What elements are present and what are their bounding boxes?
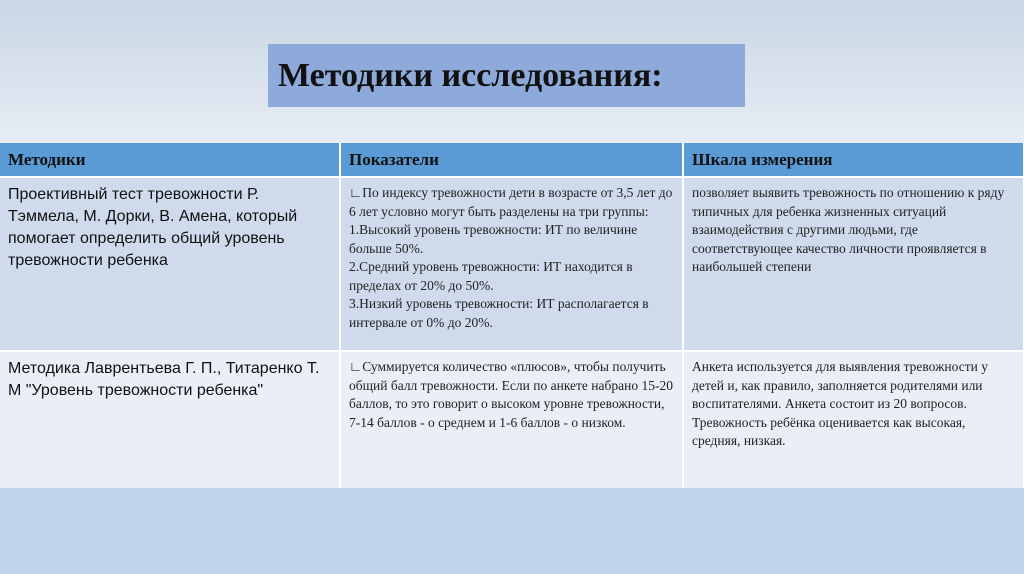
title-box — [268, 44, 745, 107]
table-row — [0, 177, 1024, 351]
indicator-line: 1.Высокий уровень тревожности: ИТ по величине больше 50%. — [349, 222, 638, 256]
method-cell: Методика Лаврентьева Г. П., Титаренко Т. М "Уровень тревожности ребенка" — [0, 351, 340, 495]
methods-table — [0, 143, 1024, 496]
indicators-cell — [340, 177, 683, 351]
header-row — [0, 143, 1024, 177]
method-cell: Проективный тест тревожности Р. Тэммела, М. Дорки, В. Амена, который помогает определить общий уровень тревожности ребенка — [0, 177, 340, 351]
indicator-line: ∟По индексу тревожности дети в возрасте от 3,5 лет до 6 лет условно могут быть разделены на три группы: — [349, 185, 673, 219]
header-methods: Методики — [0, 143, 340, 177]
header-scale: Шкала измерения — [683, 143, 1024, 177]
indicator-line: 2.Средний уровень тревожности: ИТ находится в пределах от 20% до 50%. — [349, 259, 633, 293]
slide-title: Методики исследования: — [278, 56, 663, 94]
footer-band — [0, 488, 1024, 574]
indicators-cell — [340, 351, 683, 495]
scale-cell: позволяет выявить тревожность по отношению к ряду типичных для ребенка жизненных ситуаций взаимодействия с другими людьми, где соответствующее качество личности проявляется в наибольшей степени — [683, 177, 1024, 351]
indicator-line: ∟Суммируется количество «плюсов», чтобы получить общий балл тревожности. Если по анкете набрано 15-20 баллов, то это говорит о высоком уровне тревожности, 7-14 баллов - о среднем и 1-6 баллов - о низком. — [349, 359, 673, 430]
table-row — [0, 351, 1024, 495]
header-indicators: Показатели — [340, 143, 683, 177]
scale-cell: Анкета используется для выявления тревожности у детей и, как правило, заполняется родителями или воспитателями. Анкета состоит из 20 вопросов. Тревожность ребёнка оценивается как высокая, средняя, низкая. — [683, 351, 1024, 495]
indicator-line: 3.Низкий уровень тревожности: ИТ располагается в интервале от 0% до 20%. — [349, 296, 649, 330]
